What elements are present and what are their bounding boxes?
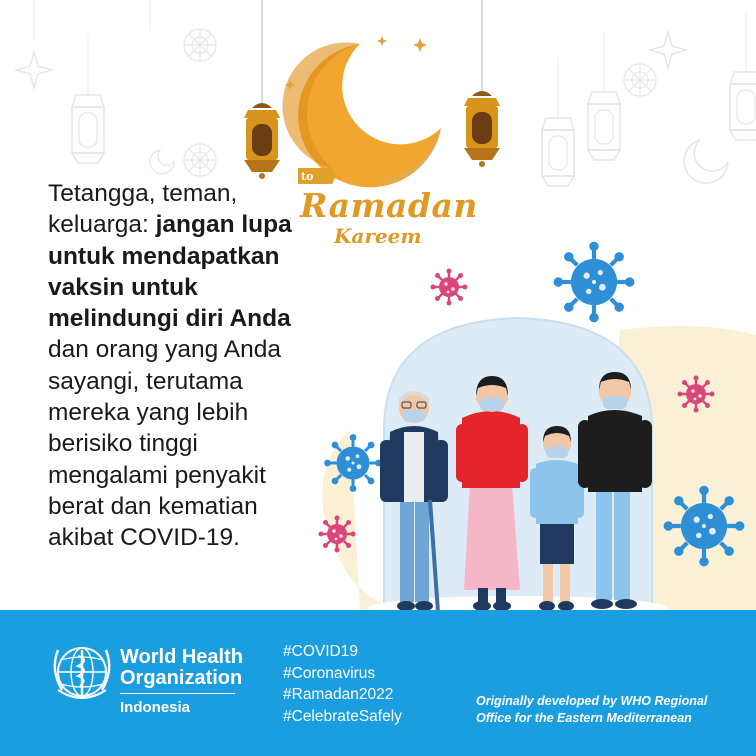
message-rest: dan orang yang Anda sayangi, terutama mereka yang lebih berisiko tinggi mengalami penyakit berat dan kematian akibat COVID-19. xyxy=(48,336,281,552)
who-organization-name: World Health Organization xyxy=(120,646,243,689)
hashtag-coronavirus: #Coronavirus xyxy=(283,664,376,682)
ramadan-title: Ramadan xyxy=(300,186,478,225)
hashtag-celebratesafely: #CelebrateSafely xyxy=(283,707,402,725)
message-intro: Tetangga, teman, keluarga: xyxy=(48,180,238,239)
hashtag-ramadan2022: #Ramadan2022 xyxy=(283,686,394,703)
credit-note: Originally developed by WHO Regional Office for the Eastern Mediterranean xyxy=(476,694,708,725)
kareem-subtitle: Kareem xyxy=(334,224,422,248)
message-emphasis: jangan lupa untuk mendapatkan vaksin untuk melindungi diri Anda xyxy=(48,211,292,333)
who-country-label: Indonesia xyxy=(120,699,191,716)
hashtag-covid19: #COVID19 xyxy=(283,643,358,660)
who-emblem-icon xyxy=(55,648,109,698)
to-badge: to xyxy=(301,170,314,183)
hashtag-list xyxy=(283,641,402,727)
who-divider xyxy=(120,693,235,694)
